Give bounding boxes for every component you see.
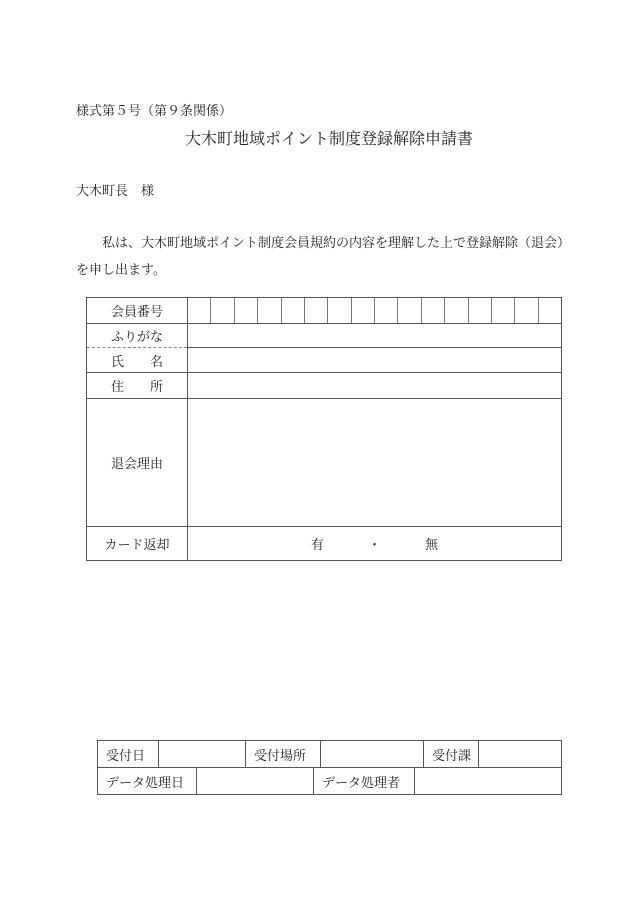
office-row-2 — [98, 768, 562, 795]
card-return-row — [87, 527, 562, 561]
form-number: 様式第５号（第９条関係） — [76, 104, 233, 119]
furigana-field[interactable] — [188, 324, 562, 348]
received-section-field[interactable] — [479, 741, 562, 768]
received-date-field[interactable] — [159, 741, 246, 768]
furigana-row — [87, 324, 562, 348]
member-number-field[interactable] — [188, 298, 562, 324]
member-number-digit[interactable] — [234, 298, 257, 323]
card-return-field — [188, 527, 562, 561]
member-number-digit[interactable] — [351, 298, 374, 323]
office-row-1 — [98, 741, 562, 768]
received-place-field[interactable] — [321, 741, 424, 768]
member-number-digit[interactable] — [304, 298, 327, 323]
member-number-label: 会員番号 — [87, 298, 188, 324]
card-no-option[interactable]: 無 — [425, 538, 439, 553]
statement-text: 私は、大木町地域ポイント制度会員規約の内容を理解した上で登録解除（退会）を申し出ます。 — [76, 236, 564, 278]
furigana-label: ふりがな — [87, 324, 188, 348]
page-title: 大木町地域ポイント制度登録解除申請書 — [184, 129, 473, 148]
member-number-digit[interactable] — [188, 298, 210, 323]
reason-field[interactable] — [188, 399, 562, 527]
received-place-label: 受付場所 — [246, 741, 321, 768]
office-use-table — [97, 740, 562, 795]
member-number-digit[interactable] — [468, 298, 491, 323]
member-number-digit[interactable] — [327, 298, 350, 323]
member-number-digit[interactable] — [421, 298, 444, 323]
member-number-digit[interactable] — [514, 298, 537, 323]
received-section-label: 受付課 — [424, 741, 479, 768]
member-number-digit[interactable] — [374, 298, 397, 323]
member-number-digit[interactable] — [257, 298, 280, 323]
member-number-digit[interactable] — [538, 298, 561, 323]
name-field[interactable] — [188, 348, 562, 373]
address-row — [87, 373, 562, 399]
received-date-label: 受付日 — [98, 741, 159, 768]
name-row — [87, 348, 562, 373]
member-number-digit[interactable] — [397, 298, 420, 323]
address-field[interactable] — [188, 373, 562, 399]
data-processing-date-label: データ処理日 — [98, 768, 197, 794]
address-label: 住 所 — [87, 373, 188, 399]
name-label: 氏 名 — [87, 348, 188, 373]
member-number-row — [87, 298, 562, 324]
addressee: 大木町長 様 — [76, 184, 155, 199]
card-yes-option[interactable]: 有 — [310, 538, 324, 553]
data-processor-label: データ処理者 — [314, 768, 415, 794]
member-number-digit[interactable] — [444, 298, 467, 323]
reason-row — [87, 399, 562, 527]
reason-label: 退会理由 — [87, 399, 188, 527]
application-table — [86, 297, 562, 561]
member-number-digit[interactable] — [210, 298, 233, 323]
member-number-digit[interactable] — [281, 298, 304, 323]
card-return-label: カード返却 — [87, 527, 188, 561]
member-number-digit[interactable] — [491, 298, 514, 323]
data-processing-date-field[interactable] — [197, 768, 314, 794]
data-processor-field[interactable] — [415, 768, 562, 794]
card-separator: ・ — [367, 538, 381, 553]
